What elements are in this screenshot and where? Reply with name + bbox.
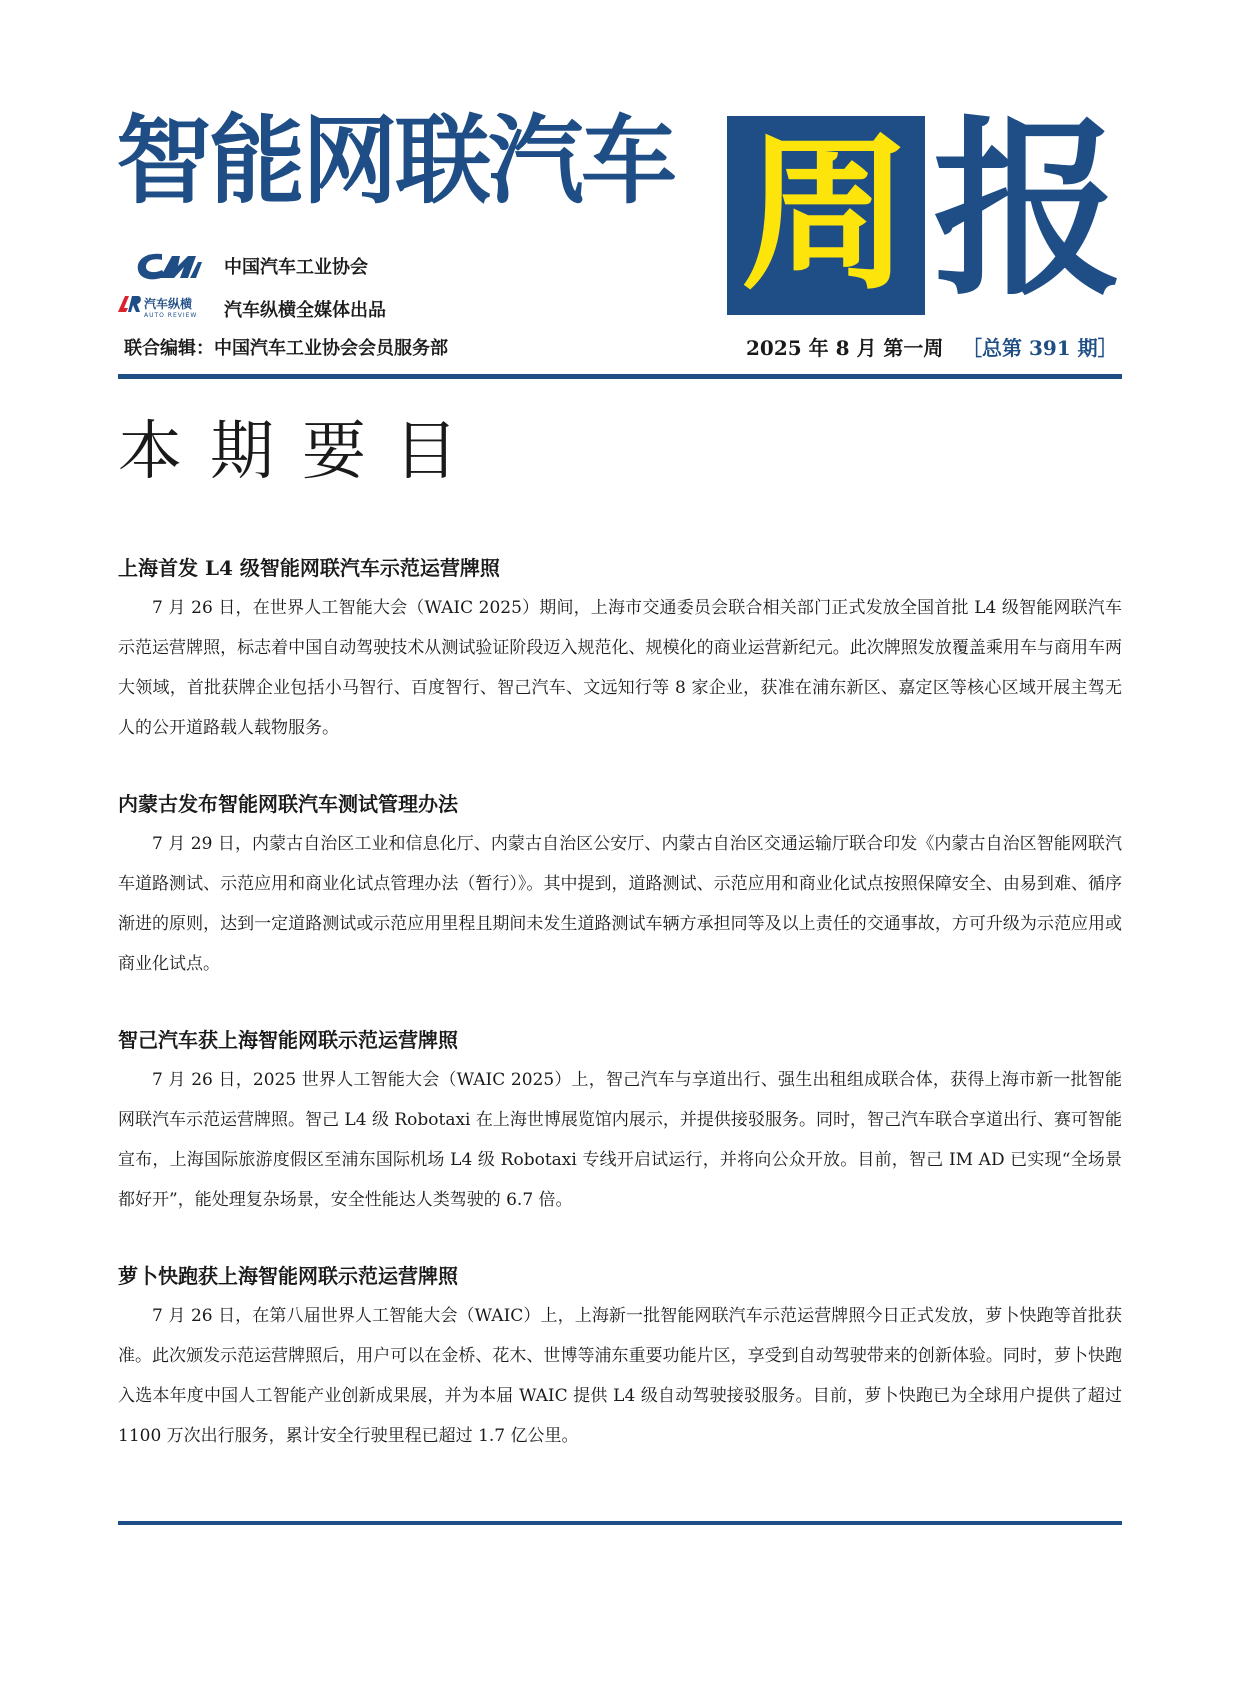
weekly-report-char: 报 bbox=[932, 98, 1123, 321]
issue-number: ［总第 391 期］ bbox=[962, 336, 1118, 360]
article-headline: 内蒙古发布智能网联汽车测试管理办法 bbox=[118, 792, 458, 816]
weekly-badge bbox=[727, 116, 925, 315]
masthead-title: 智能网联汽车 bbox=[116, 105, 674, 217]
issue-date: 2025 年 8 月 第一周 bbox=[746, 336, 944, 360]
auto-review-logo-text: 汽车纵横 bbox=[144, 297, 193, 311]
article-item bbox=[118, 1256, 1122, 1456]
publisher-auto-review: 汽车纵横全媒体出品 bbox=[224, 300, 386, 321]
article-body: 7 月 26 日，2025 世界人工智能大会（WAIC 2025）上，智己汽车与享道出行、强生出租组成联合体，获得上海市新一批智能网联汽车示范运营牌照。智己 L4 级 Robotaxi 在上海世博展览馆内展示，并提供接驳服务。同时，智己汽车联合享道出行、赛可智能宣布，上海国际旅游度假区至浦东国际机场 L4 级 Robotaxi 专线开启试运行，并将向公众开放。目前，智己 IM AD 已实现“全场景都好开”，能处理复杂场景，安全性能达人类驾驶的 6.7 倍。 bbox=[118, 1070, 1122, 1210]
article-list bbox=[118, 548, 1122, 1492]
article-body: 7 月 26 日，在第八届世界人工智能大会（WAIC）上，上海新一批智能网联汽车示范运营牌照今日正式发放，萝卜快跑等首批获准。此次颁发示范运营牌照后，用户可以在金桥、花木、世博等浦东重要功能片区，享受到自动驾驶带来的创新体验。同时，萝卜快跑入选本年度中国人工智能产业创新成果展，并为本届 WAIC 提供 L4 级自动驾驶接驳服务。目前，萝卜快跑已为全球用户提供了超过 1100 万次出行服务，累计安全行驶里程已超过 1.7 亿公里。 bbox=[118, 1306, 1122, 1446]
article-body: 7 月 29 日，内蒙古自治区工业和信息化厅、内蒙古自治区公安厅、内蒙古自治区交通运输厅联合印发《内蒙古自治区智能网联汽车道路测试、示范应用和商业化试点管理办法（暂行）》。其中提到，道路测试、示范应用和商业化试点按照保障安全、由易到难、循序渐进的原则，达到一定道路测试或示范应用里程且期间未发生道路测试车辆方承担同等及以上责任的交通事故，方可升级为示范应用或商业化试点。 bbox=[118, 834, 1122, 974]
caam-logo-icon bbox=[132, 248, 204, 284]
auto-review-logo-icon bbox=[116, 294, 216, 320]
article-item bbox=[118, 784, 1122, 984]
masthead-divider bbox=[118, 374, 1122, 379]
auto-review-logo-subtext: AUTO REVIEW bbox=[144, 312, 198, 319]
article-headline: 智己汽车获上海智能网联示范运营牌照 bbox=[118, 1028, 458, 1052]
article-item bbox=[118, 548, 1122, 748]
article-headline: 萝卜快跑获上海智能网联示范运营牌照 bbox=[118, 1264, 458, 1288]
article-item bbox=[118, 1020, 1122, 1220]
article-headline: 上海首发 L4 级智能网联汽车示范运营牌照 bbox=[118, 556, 500, 580]
co-editor: 联合编辑：中国汽车工业协会会员服务部 bbox=[124, 338, 448, 359]
publisher-caam: 中国汽车工业协会 bbox=[224, 257, 368, 278]
footer-divider bbox=[118, 1521, 1122, 1525]
weekly-badge-char: 周 bbox=[740, 116, 911, 314]
section-title: 本期要目 bbox=[118, 415, 486, 489]
article-body: 7 月 26 日，在世界人工智能大会（WAIC 2025）期间，上海市交通委员会联合相关部门正式发放全国首批 L4 级智能网联汽车示范运营牌照，标志着中国自动驾驶技术从测试验证阶段迈入规范化、规模化的商业运营新纪元。此次牌照发放覆盖乘用车与商用车两大领域，首批获牌企业包括小马智行、百度智行、智己汽车、文远知行等 8 家企业，获准在浦东新区、嘉定区等核心区域开展主驾无人的公开道路载人载物服务。 bbox=[118, 598, 1122, 738]
